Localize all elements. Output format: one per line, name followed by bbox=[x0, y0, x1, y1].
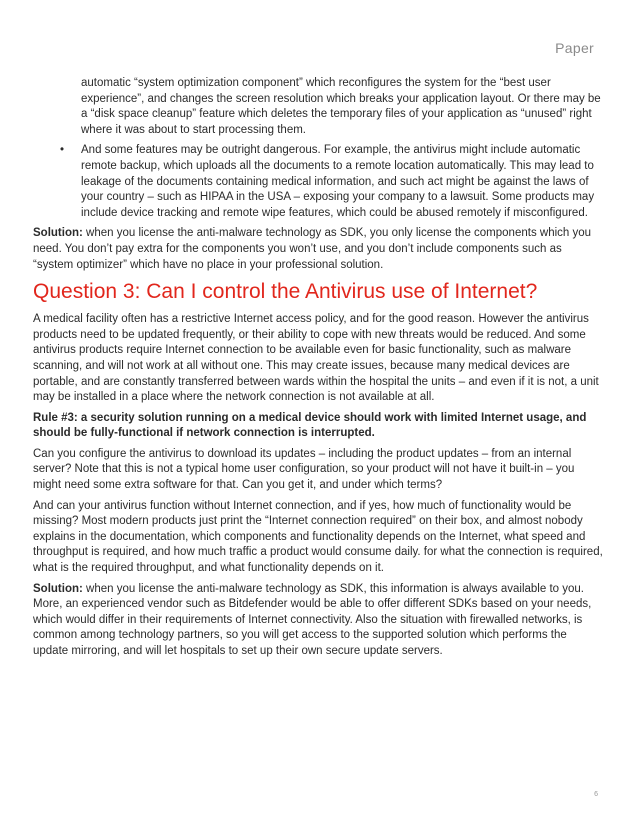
page-number: 6 bbox=[594, 791, 598, 798]
solution-paragraph-2 bbox=[33, 582, 605, 660]
bullet-text: And some features may be outright dangerous. For example, the antivirus might include automatic remote backup, which uploads all the documents to a remote location automatically. This may lead to leakage of the documents containing medical information, and such act might be against the laws of your country – such as HIPAA in the USA – exposing your company to a lawsuit. Some products may include device tracking and remote wipe features, which could be abused remotely if misconfigured. bbox=[81, 144, 595, 219]
section-heading: Question 3: Can I control the Antivirus use of Internet? bbox=[33, 280, 538, 304]
bullet-item bbox=[33, 143, 605, 221]
continued-paragraph: automatic “system optimization component” which reconfigures the system for the “best user experience”, and changes the screen resolution which breaks your application layout. Or there may be a “disk space cleanup” feature which deletes the temporary files of your application as “unused” right where it was about to start processing them. bbox=[81, 77, 601, 136]
page-content bbox=[33, 76, 605, 665]
document-type-label: Paper bbox=[555, 40, 594, 56]
solution-label-1: Solution: bbox=[33, 227, 83, 240]
solution-text-1: when you license the anti-malware technology as SDK, you only license the components which you need. You don’t pay extra for the components you won’t use, and you don’t include components such as “system optimizer” which have no place in your professional solution. bbox=[33, 227, 592, 271]
paragraph-internal-server: Can you configure the antivirus to download its updates – including the product updates – from an internal server? Note that this is not a typical home user configuration, so your product will not have it built-in – you might need some extra software for that. Can you get it, and under which terms? bbox=[33, 447, 575, 492]
paragraph-intro: A medical facility often has a restrictive Internet access policy, and for the good reason. However the antivirus products need to be updated frequently, or their ability to cope with new threats would be reduced. And some antivirus products require Internet connection to be available even for basic functionality, such as malware scanning, and will not work at all without one. This may create issues, because many medical devices are portable, and are constantly transferred between wards within the hospital the units – and even if it is not, a unit may be installed in a place where the network connection is not available at all. bbox=[33, 313, 599, 404]
solution-paragraph-1 bbox=[33, 226, 605, 273]
bullet-marker: • bbox=[60, 144, 65, 157]
paragraph-offline-function: And can your antivirus function without Internet connection, and if yes, how much of functionality would be missing? Most modern products just print the “Internet connection required” on their box, and almost nobody explains in the documentation, which components and functionality depends on the Internet, what speed and throughput is required, and how much traffic a product would consume daily. for what the connection is required, what is the required throughput, and what functionality depends on it. bbox=[33, 499, 603, 575]
rule-statement: Rule #3: a security solution running on a medical device should work with limited Internet usage, and should be fully-functional if network connection is interrupted. bbox=[33, 411, 587, 440]
solution-label-2: Solution: bbox=[33, 582, 83, 595]
solution-text-2: when you license the anti-malware technology as SDK, this information is always available to you. More, an experienced vendor such as Bitdefender would be able to offer different SDKs based on your needs, which would differ in their requirements of Internet connectivity. Also the situation with firewalled networks, is common among technology partners, so you will get access to the supported solution which performs the update mirroring, and will let hospitals to set up their own secure update servers. bbox=[33, 582, 592, 657]
